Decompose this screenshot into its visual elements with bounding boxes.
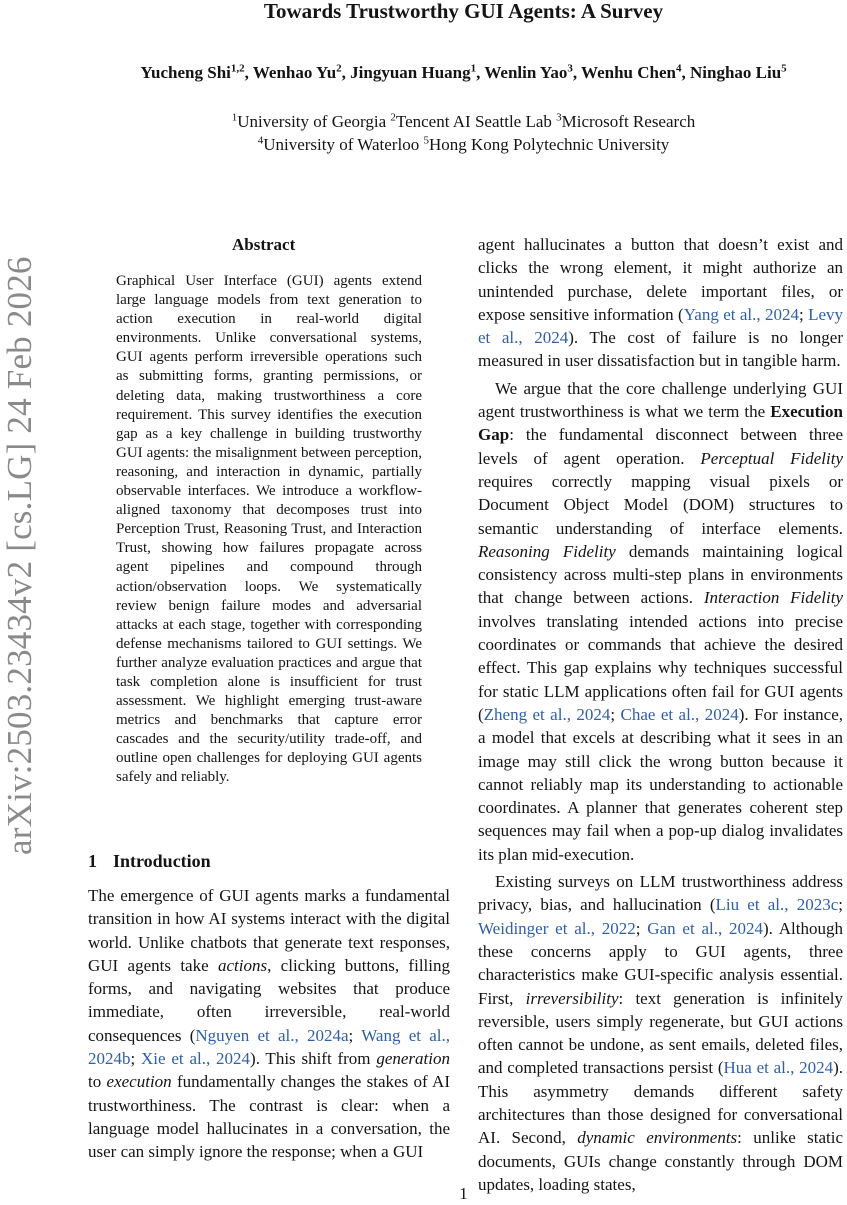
author-affiliation-marker: 5 (781, 62, 787, 75)
right-column (478, 233, 843, 1196)
bold-term: Execution Gap (478, 402, 843, 445)
abstract-heading: Abstract (232, 235, 296, 254)
affiliation-name: Microsoft Research (561, 112, 696, 131)
paper-title: Towards Trustworthy GUI Agents: A Survey (263, 0, 664, 23)
author-affiliation-marker: 1 (470, 62, 477, 75)
author-affiliation-marker: 2 (336, 62, 342, 75)
intro-paragraph-1-continued: agent hallucinates a button that doesn’t exist and clicks the wrong element, it might authorize an unintended purchase, delete important files, or expose sensitive information (Yang et al., 2024; Levy et al., 2024). The cost of failure is no longer measured in user dissatisfaction but in tangible harm. (478, 235, 843, 371)
abstract-text: Graphical User Interface (GUI) agents extend large language models from text generation to action execution in real-world digital environments. Unlike conversational systems, GUI agents perform irreversible operations such as submitting forms, granting permissions, or deleting data, making trustworthiness a core requirement. This survey identifies the execution gap as a key challenge in building trustworthy GUI agents: the misalignment between perception, reasoning, and interaction in dynamic, partially observable interfaces. We introduce a workflow-aligned taxonomy that decomposes trust into Perception Trust, Reasoning Trust, and Interaction Trust, showing how failures propagate across agent pipelines and compound through action/observation loops. We systematically review benign failure modes and adversarial attacks at each stage, together with corresponding defense mechanisms tailored to GUI settings. We further analyze evaluation practices and argue that task completion alone is insufficient for trust assessment. We highlight emerging trust-aware metrics and benchmarks that capture error cascades and the security/utility trade-off, and outline open challenges for deploying GUI agents safely and reliably. (116, 273, 422, 786)
emphasized-term: generation (376, 1049, 450, 1069)
affiliation-name: University of Waterloo (263, 135, 420, 154)
affiliation-name: Hong Kong Polytechnic University (428, 135, 670, 154)
emphasized-term: Perceptual Fidelity (700, 448, 843, 468)
affiliation-name: Tencent AI Seattle Lab (395, 112, 552, 131)
author-name: Wenhao Yu (252, 63, 337, 82)
affiliations-line-1 (0, 111, 847, 133)
affiliation-marker: 1 (231, 111, 238, 124)
page-number: 1 (459, 1184, 468, 1203)
emphasized-term: actions (217, 955, 268, 975)
citation-link[interactable]: Liu et al., 2023c (715, 895, 839, 915)
arxiv-stamp: arXiv:2503.23434v2 [cs.LG] 24 Feb 2026 (0, 256, 39, 855)
citation-link[interactable]: Nguyen et al., 2024a (195, 1025, 349, 1045)
author-name: Wenlin Yao (484, 63, 568, 82)
emphasized-term: execution (106, 1072, 172, 1092)
author-affiliation-marker: 1,2 (230, 62, 245, 75)
emphasized-term: dynamic environments (577, 1128, 738, 1148)
affiliations-line-2 (0, 134, 847, 156)
affiliation-marker: 2 (390, 111, 396, 124)
emphasized-term: Reasoning Fidelity (478, 541, 616, 561)
section-title: Introduction (113, 851, 211, 871)
citation-link[interactable]: Chae et al., 2024 (620, 704, 739, 724)
affiliation-marker: 5 (423, 134, 429, 147)
emphasized-term: Interaction Fidelity (703, 588, 844, 608)
citation-link[interactable]: Zheng et al., 2024 (483, 704, 611, 724)
author-list: Yucheng Shi$^{1,2}$, Wenhao Yu$^2$, Jingyuan Huang$^1$, Wenlin Yao$^3$, Wenhu Chen$^4$, Ninghao Liu$^5$ (140, 62, 787, 82)
author-name: Ninghao Liu (689, 63, 782, 82)
author-name: Jingyuan Huang (350, 63, 471, 82)
affiliation-marker: 4 (257, 134, 264, 147)
affiliation-name: University of Georgia (237, 112, 387, 131)
section-heading-introduction (88, 850, 211, 872)
intro-paragraph-1: The emergence of GUI agents marks a fundamental transition in how AI systems interact with the digital world. Unlike chatbots that generate text responses, GUI agents take actions, clicking buttons, filling forms, and navigating websites that produce immediate, often irreversible, real-world consequences (Nguyen et al., 2024a; Wang et al., 2024b; Xie et al., 2024). This shift from generation to execution fundamentally changes the stakes of AI trustworthiness. The contrast is clear: when a language model hallucinates in a conversation, the user can simply ignore the response; when a GUI (88, 886, 450, 1162)
citation-link[interactable]: Wang et al., 2024b (88, 1025, 450, 1069)
citation-link[interactable]: Gan et al., 2024 (647, 918, 764, 938)
author-name: Yucheng Shi (140, 63, 231, 82)
citation-link[interactable]: Yang et al., 2024 (683, 304, 799, 324)
author-affiliation-marker: 3 (567, 62, 573, 75)
author-name: Wenhu Chen (581, 63, 676, 82)
citation-link[interactable]: Xie et al., 2024 (141, 1049, 251, 1069)
emphasized-term: irreversibility (525, 988, 619, 1008)
citation-link[interactable]: Hua et al., 2024 (723, 1058, 834, 1078)
intro-paragraph-2: We argue that the core challenge underlying GUI agent trustworthiness is what we term the Execution Gap: the fundamental disconnect between three levels of agent operation. Perceptual Fidelity requires correctly mapping visual pixels or Document Object Model (DOM) structures to semantic understanding of interface elements. Reasoning Fidelity demands maintaining logical consistency across multi-step plans in environments that change between actions. Interaction Fidelity involves translating intended actions into precise coordinates or commands that achieve the desired effect. This gap explains why techniques successful for static LLM applications often fail for GUI agents (Zheng et al., 2024; Chae et al., 2024). For instance, a model that excels at describing what it sees in an image may still click the wrong button because it cannot reliably map its understanding to actionable coordinates. A planner that generates coherent step sequences may fail when a pop-up dialog invalidates its plan mid-execution. (478, 378, 844, 864)
author-affiliation-marker: 4 (675, 62, 682, 75)
affiliation-marker: 3 (556, 111, 562, 124)
section-number: 1 (88, 851, 97, 871)
intro-paragraph-3: Existing surveys on LLM trustworthiness address privacy, bias, and hallucination (Liu et al., 2023c; Weidinger et al., 2022; Gan et al., 2024). Although these concerns apply to GUI agents, three characteristics make GUI-specific analysis essential. First, irreversibility: text generation is infinitely reversible, users simply regenerate, but GUI actions often cannot be undone, as sent emails, deleted files, and completed transactions persist (Hua et al., 2024). This asymmetry demands different safety architectures than those designed for conversational AI. Second, dynamic environments: unlike static documents, GUIs change constantly through DOM updates, loading states, (478, 872, 844, 1194)
citation-link[interactable]: Levy et al., 2024 (478, 304, 843, 348)
citation-link[interactable]: Weidinger et al., 2022 (478, 918, 636, 938)
